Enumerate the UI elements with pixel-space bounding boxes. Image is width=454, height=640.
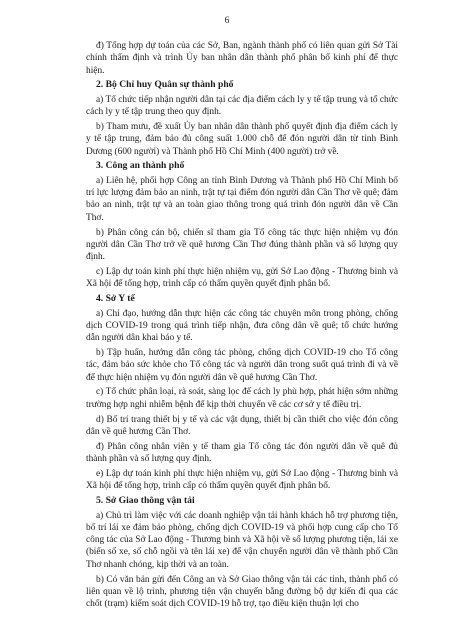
paragraph: c) Lập dự toán kinh phí thực hiện nhiệm vụ, gửi Sở Lao động - Thương binh và Xã hội để tổng hợp, trình cấp có thẩm quyền quyết định phân bổ.	[86, 267, 398, 290]
paragraph: b) Tham mưu, đề xuất Ủy ban nhân dân thành phố quyết định địa điểm cách ly y tế tập trung, đảm bảo đủ công suất 1.000 chỗ để đón người dân từ tỉnh Bình Dương (600 người) và Thành phố Hồ Chí Minh (400 người) trở về.	[86, 121, 398, 157]
section-heading: 5. Sở Giao thông vận tải	[96, 495, 195, 507]
page-number: 6	[224, 16, 230, 26]
paragraph: a) Liên hệ, phối hợp Công an tỉnh Bình Dương và Thành phố Hồ Chí Minh bố trí lực lượng đảm bảo an ninh, trật tự tại điểm đón người dân Cần Thơ về quê; đảm bảo an ninh, trật tự và an toàn giao thông trong quá trình đón người dân về Cần Thơ.	[86, 175, 398, 223]
paragraph: đ) Tổng hợp dự toán của các Sở, Ban, ngành thành phố có liên quan gửi Sở Tài chính thẩm định và trình Ủy ban nhân dân thành phố phân bổ kinh phí để thực hiện.	[86, 41, 398, 76]
section-heading: 4. Sở Y tế	[96, 293, 135, 305]
document-body	[86, 40, 398, 613]
paragraph: b) Phân công cán bộ, chiến sĩ tham gia Tổ công tác thực hiện nhiệm vụ đón người dân Cần Thơ trở về quê hương Cần Thơ đúng thành phần và số lượng quy định.	[86, 227, 398, 263]
section-heading: 2. Bộ Chỉ huy Quân sự thành phố	[96, 79, 234, 91]
paragraph: c) Tổ chức phân loại, rà soát, sàng lọc để cách ly phù hợp, phát hiện sớm những trường hợp nghi nhiễm bệnh để kịp thời chuyển về các cơ sở y tế điều trị.	[86, 387, 398, 410]
paragraph: b) Có văn bản gửi đến Công an và Sở Giao thông vận tải các tỉnh, thành phố có liên quan về lộ trình, phương tiện vận chuyển bằng đường bộ dự kiến đi qua các chốt (trạm) kiểm soát dịch COVID-19 hỗ trợ, tạo điều kiện thuận lợi cho	[86, 574, 398, 610]
paragraph: a) Tổ chức tiếp nhận người dân tại các địa điểm cách ly y tế tập trung và tổ chức cách ly y tế tập trung theo quy định.	[86, 94, 398, 118]
section-heading: 3. Công an thành phố	[96, 160, 185, 172]
paragraph: b) Tập huấn, hướng dẫn công tác phòng, chống dịch COVID-19 cho Tổ công tác, đảm bảo sức khỏe cho Tổ công tác và người dân trong suốt quá trình đi và về để thực hiện nhiệm vụ đón người dân về quê hương Cần Thơ.	[86, 347, 398, 383]
paragraph: a) Chủ trì làm việc với các doanh nghiệp vận tải hành khách hỗ trợ phương tiện, bố trí lái xe đảm bảo phòng, chống dịch COVID-19 và phối hợp cung cấp cho Tổ công tác của Sở Lao động - Thương binh và Xã hội về số lượng phương tiện, lái xe (biển số xe, số chỗ ngồi và tên lái xe) để vận chuyển người dân về thành phố Cần Thơ nhanh chóng, kịp thời và an toàn.	[86, 510, 398, 570]
paragraph: a) Chỉ đạo, hướng dẫn thực hiện các công tác chuyên môn trong phòng, chống dịch COVID-19 trong quá trình tiếp nhận, đưa công dân về quê; tổ chức hướng dẫn người dân khai báo y tế.	[86, 308, 398, 344]
paragraph: e) Lập dự toán kinh phí thực hiện nhiệm vụ, gửi Sở Lao động - Thương binh và Xã hội để tổng hợp, trình cấp có thẩm quyền quyết định phân bổ.	[86, 469, 398, 492]
paragraph: d) Bố trí trang thiết bị y tế và các vật dụng, thiết bị cần thiết cho việc đón công dân về quê hương Cần Thơ.	[86, 414, 398, 437]
paragraph: đ) Phân công nhân viên y tế tham gia Tổ công tác đón người dân về quê đủ thành phần và số lượng quy định.	[86, 441, 398, 465]
